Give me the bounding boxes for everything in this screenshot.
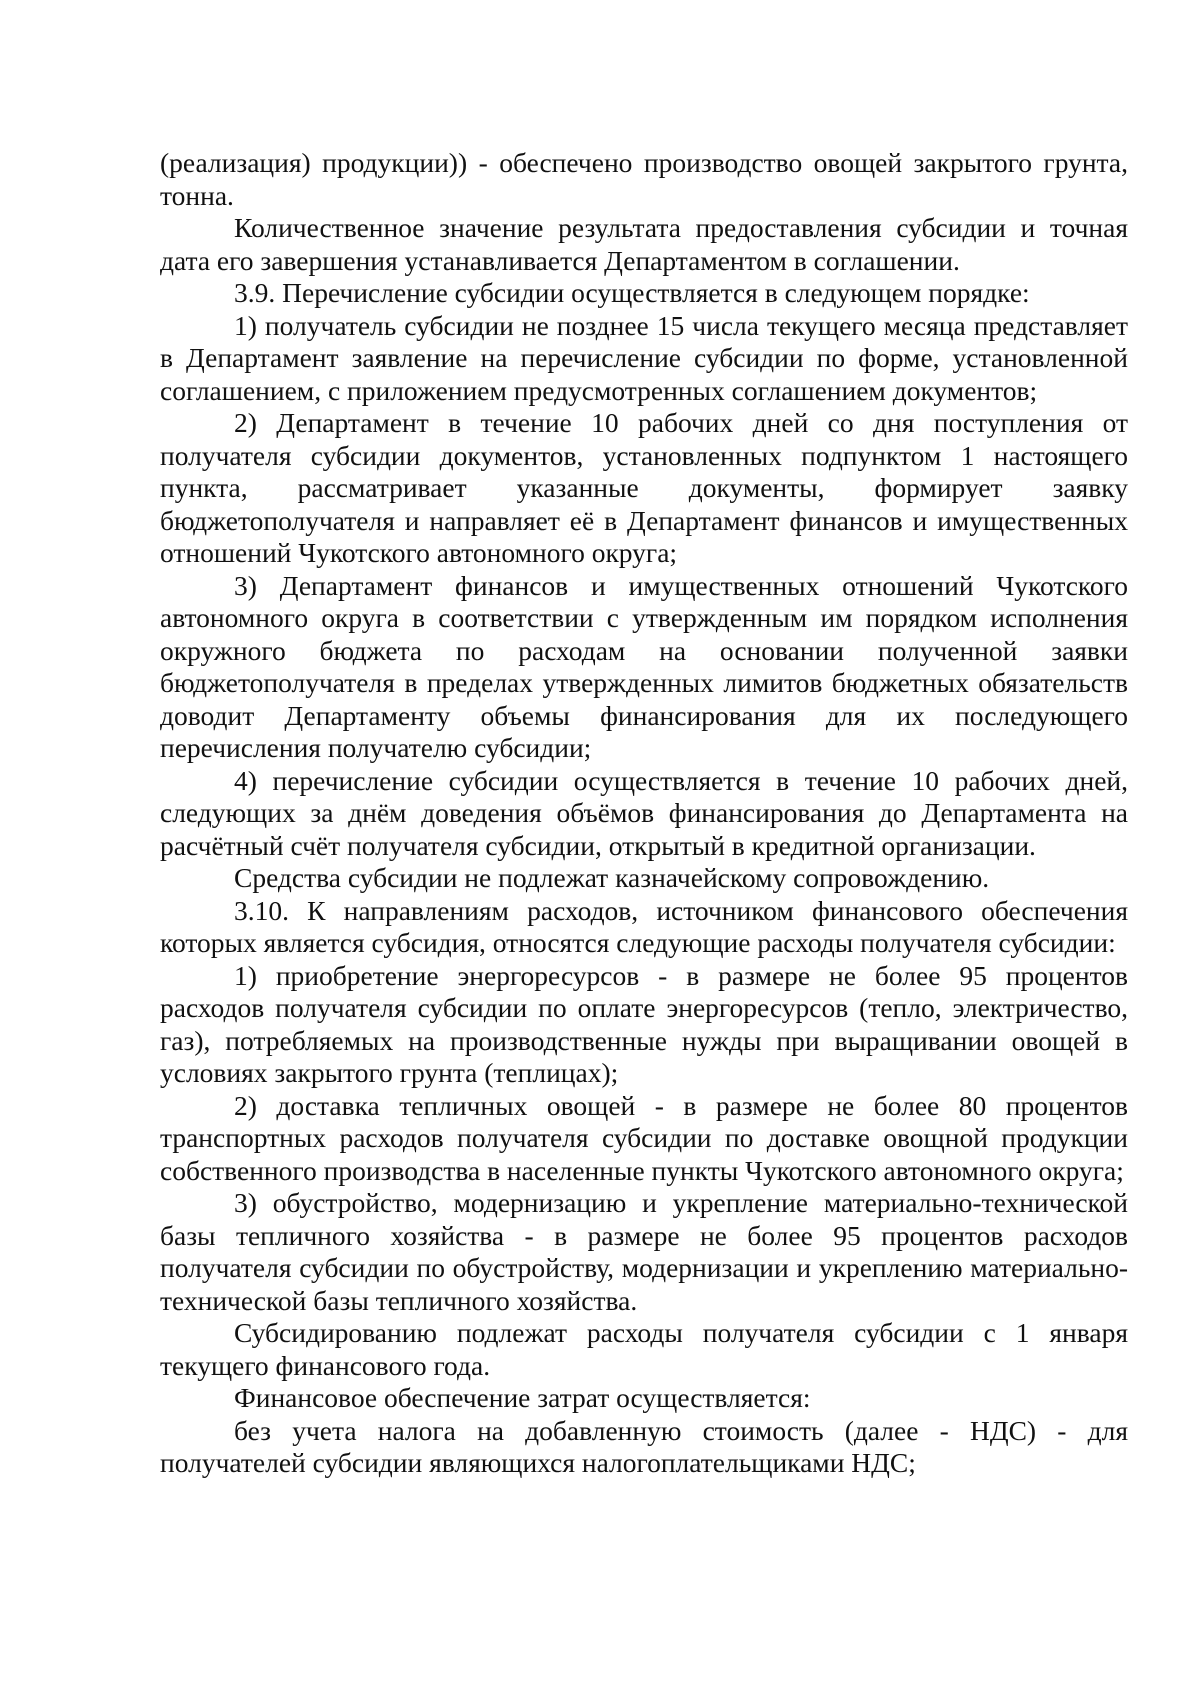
paragraph-3-9-heading: 3.9. Перечисление субсидии осуществляется в следующем порядке: xyxy=(234,277,1030,308)
paragraph-3-9-item-2: 2) Департамент в течение 10 рабочих дней со дня поступления от получателя субсидии документов, установленных подпунктом 1 настоящего пункта, рассматривает указанные документы, формирует заявку бюджетополучателя и направляет её в Департамент финансов и имущественных отношений Чукотского автономного округа; xyxy=(160,407,1128,568)
paragraph-vat-note: без учета налога на добавленную стоимость (далее - НДС) - для получателей субсидии являющихся налогоплательщиками НДС; xyxy=(160,1414,1128,1478)
paragraph-3-10-heading: 3.10. К направлениям расходов, источником финансового обеспечения которых является субсидия, относятся следующие расходы получателя субсидии: xyxy=(160,894,1128,958)
paragraph-3-10-item-1: 1) приобретение энергоресурсов - в размере не более 95 процентов расходов получателя субсидии по оплате энергоресурсов (тепло, электричество, газ), потребляемых на производственные нужды при выращивании овощей в условиях закрытого грунта (теплицах); xyxy=(160,959,1128,1088)
paragraph-3-9-item-3: 3) Департамент финансов и имущественных отношений Чукотского автономного округа в соответствии с утвержденным им порядком исполнения окружного бюджета по расходам на основании полученной заявки бюджетополучателя в пределах утвержденных лимитов бюджетных обязательств доводит Департаменту объемы финансирования для их последующего перечисления получателю субсидии; xyxy=(160,569,1128,763)
paragraph-subsidized-expenses: Субсидированию подлежат расходы получателя субсидии с 1 января текущего финансового года. xyxy=(160,1317,1128,1381)
paragraph-3-9-item-4: 4) перечисление субсидии осуществляется в течение 10 рабочих дней, следующих за днём доведения объёмов финансирования до Департамента на расчётный счёт получателя субсидии, открытый в кредитной организации. xyxy=(160,764,1128,861)
paragraph-result-value: Количественное значение результата предоставления субсидии и точная дата его завершения устанавливается Департаментом в соглашении. xyxy=(160,212,1128,276)
paragraph-3-10-item-3: 3) обустройство, модернизацию и укрепление материально-технической базы тепличного хозяйства - в размере не более 95 процентов расходов получателя субсидии по обустройству, модернизации и укреплению материально-технической базы тепличного хозяйства. xyxy=(160,1187,1128,1316)
paragraph-3-9-item-1: 1) получатель субсидии не позднее 15 числа текущего месяца представляет в Департамент заявление на перечисление субсидии по форме, установленной соглашением, с приложением предусмотренных соглашением документов; xyxy=(160,309,1128,406)
paragraph-financing-intro: Финансовое обеспечение затрат осуществляется: xyxy=(234,1382,811,1413)
document-page xyxy=(160,147,1128,1480)
paragraph-3-10-item-2: 2) доставка тепличных овощей - в размере не более 80 процентов транспортных расходов получателя субсидии по доставке овощной продукции собственного производства в населенные пункты Чукотского автономного округа; xyxy=(160,1089,1128,1186)
paragraph-continuation: (реализация) продукции)) - обеспечено производство овощей закрытого грунта, тонна. xyxy=(160,147,1128,211)
paragraph-treasury-note: Средства субсидии не подлежат казначейскому сопровождению. xyxy=(234,862,990,893)
